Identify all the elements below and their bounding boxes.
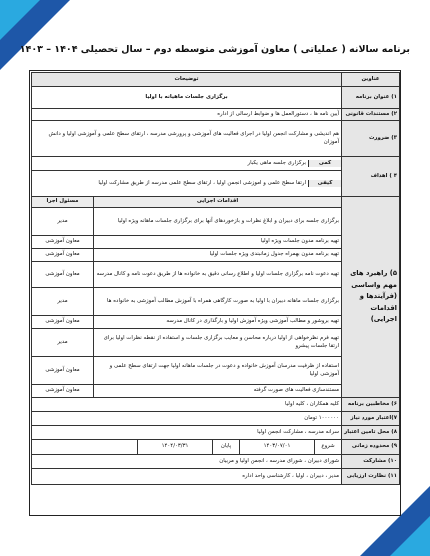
responsible-item: معاون آموزشی bbox=[32, 316, 94, 329]
page-title: برنامه سالانه ( عملیاتی ) معاون آموزشی متوسطه دوم – سال تحصیلی ۱۴۰۴ – ۱۴۰۳ bbox=[19, 44, 410, 55]
participation-label: ۱۰) مشارکت bbox=[342, 455, 400, 469]
corner-decoration-top-left-accent bbox=[0, 0, 40, 40]
action-item: استفاده از ظرفیت مدرسان آموزش خانواده و دعوت در جلسات ماهانه اولیا جهت ارتقای سطح علمی و آموزشی اولیا bbox=[94, 357, 342, 385]
goals-quantitative-value: برگزاری جلسه ماهی یکبار bbox=[32, 160, 309, 168]
supervision-label: ۱۱) نظارت ارزیابی bbox=[342, 469, 400, 485]
goals-qualitative-label: کیفی bbox=[309, 180, 342, 188]
start-label: شروع bbox=[315, 440, 342, 454]
header-descriptions: توضیحات bbox=[32, 73, 342, 87]
program-title-label: ۱) عنوان برنامه bbox=[342, 87, 400, 109]
action-item: برگزاری جلسه برای دبیران و ابلاغ نظرات و بازخوردهای آنها برای برگزاری جلسات ماهانه ویژه اولیا bbox=[94, 208, 342, 236]
action-item: تهیه برنامه مدون بهمراه جدول زمانبندی ویژه جلسات اولیا bbox=[94, 249, 342, 262]
action-item: مستندسازی فعالیت های صورت گرفته bbox=[94, 385, 342, 398]
responsible-item: معاون آموزشی bbox=[32, 385, 94, 398]
program-table bbox=[31, 72, 400, 485]
corner-decoration-bottom-right-accent bbox=[390, 516, 430, 556]
responsible-item: مدیر bbox=[32, 288, 94, 316]
audience-value: کلیه همکاران ، کلیه اولیا bbox=[32, 398, 342, 412]
end-date: ۱۴۰۴/۰۳/۳۱ bbox=[138, 440, 213, 454]
responsible-column-header: مسئول اجرا bbox=[32, 197, 94, 208]
responsible-item: مدیر bbox=[32, 208, 94, 236]
action-item: تهیه برنامه مدون جلسات ویژه اولیا bbox=[94, 236, 342, 249]
actions-column-header: اقدامات اجرایی bbox=[94, 197, 342, 208]
responsible-item: معاون آموزشی bbox=[32, 357, 94, 385]
header-labels: عناوین bbox=[342, 73, 400, 87]
necessity-label: ۳) ضرورت bbox=[342, 121, 400, 157]
goals-label: ۴ ) اهداف bbox=[342, 157, 400, 197]
end-label: پایان bbox=[213, 440, 240, 454]
audience-label: ۶) مخاطبین برنامه bbox=[342, 398, 400, 412]
goals-quantitative-label: کمی bbox=[309, 160, 342, 168]
legal-docs-value: آیین نامه ها ، دستورالعمل ها و ضوابط ارسالی از اداره bbox=[32, 109, 342, 121]
start-date: ۱۴۰۳/۰۷/۰۱ bbox=[240, 440, 315, 454]
time-range-label: ۹) محدوده زمانی bbox=[342, 440, 400, 455]
budget-value: ۱۰۰۰۰۰۰ تومان bbox=[32, 412, 342, 426]
action-item: برگزاری جلسات ماهانه دبیران با اولیا به صورت کارگاهی همراه با آموزش مطالب آموزشی به خانواده ها bbox=[94, 288, 342, 316]
funding-source-value: سرانه مدرسه ، مشارکت انجمن اولیا bbox=[32, 426, 342, 440]
responsible-item: معاون آموزشی bbox=[32, 249, 94, 262]
legal-docs-label: ۲) مستندات قانونی bbox=[342, 109, 400, 121]
action-item: تهیه فرم نظرخواهی از اولیا درباره محاسن و معایب برگزاری جلسات و استفاده از نقطه نظرات اولیا برای ارتقا جلسات پیشرو bbox=[94, 329, 342, 357]
action-item: تهیه دعوت نامه برگزاری جلسات اولیا و اطلاع رسانی دقیق به خانواده ها از طریق دعوت نامه و کانال مدرسه bbox=[94, 262, 342, 288]
program-title-value: برگزاری جلسات ماهیانه با اولیا bbox=[32, 87, 342, 109]
budget-label: ۷)اعتبار مورد نیاز bbox=[342, 412, 400, 426]
supervision-value: مدیر ، دبیران ، اولیا ، کارشناسی واحد اداره bbox=[32, 469, 342, 485]
funding-source-label: ۸) محل تامین اعتبار bbox=[342, 426, 400, 440]
responsible-item: مدیر bbox=[32, 329, 94, 357]
action-item: تهیه بروشور و مطالب آموزشی ویژه آموزش اولیا و بارگذاری در کانال مدرسه bbox=[94, 316, 342, 329]
responsible-item: معاون آموزشی bbox=[32, 236, 94, 249]
responsible-item: معاون آموزشی bbox=[32, 262, 94, 288]
participation-value: شورای دبیران ، شورای مدرسه ، انجمن اولیا و مربیان bbox=[32, 455, 342, 469]
goals-qualitative-value: ارتقا سطح علمی و آموزشی انجمن اولیا ، ارتقای سطح علمی مدرسه از طریق مشارکت اولیا bbox=[32, 180, 309, 188]
strategies-label: ۵) راهبرد های مهم واساسی (فرآیندها و اقدامات اجرایی) bbox=[342, 197, 400, 398]
necessity-value: هم اندیشی و مشارکت انجمن اولیا در اجرای فعالیت های آموزشی و پرورشی مدرسه ، ارتقای سطح علمی و آموزشی اولیا و دانش آموزان bbox=[32, 121, 342, 157]
